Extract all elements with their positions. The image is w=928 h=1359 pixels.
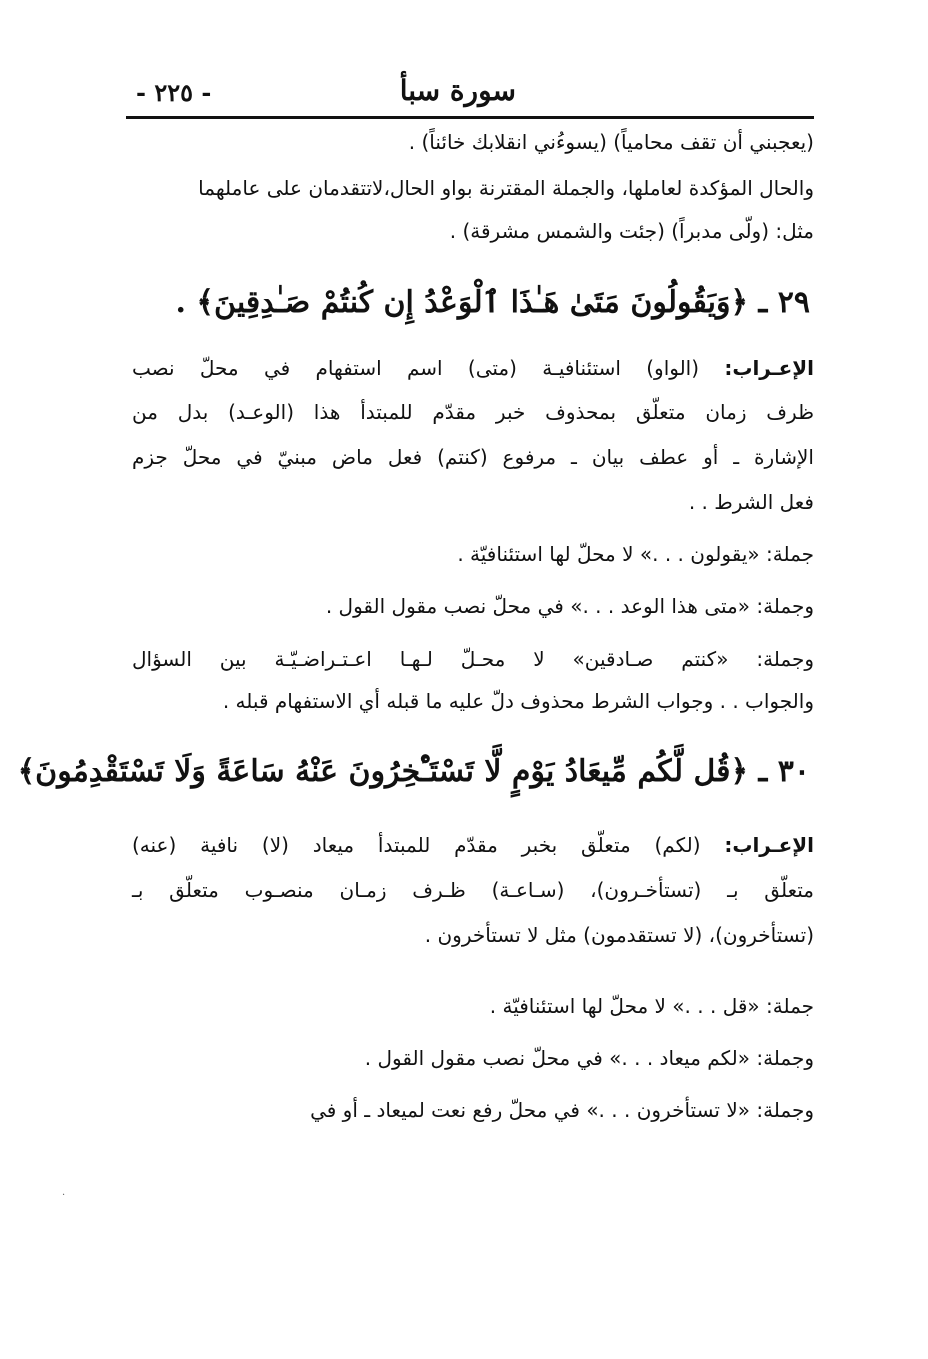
- scan-speck: ·: [62, 1190, 66, 1201]
- irab-29-line-3: الإشارة ـ أو عطف بيان ـ مرفوع (كنتم) فعل ماض مبنيّ في محلّ جزم: [132, 445, 814, 469]
- irab-label: الإعـراب:: [724, 356, 814, 380]
- irab-29-line-1: [132, 358, 814, 378]
- irab-29-line-1-text: (الواو) استئنافيـة (متى) اسم استفهام في محلّ نصب: [132, 356, 725, 380]
- irab-label: الإعـراب:: [724, 833, 814, 857]
- sentence-29-1: جملة: «يقولون . . .» لا محلّ لها استئنافيّة .: [457, 542, 814, 566]
- irab-29-line-4: فعل الشرط . .: [688, 490, 814, 514]
- sentence-29-3-line-1: وجملة: «كنتم صـادقين» لا محـلّ لـهـا اعـتـراضـيّـة بين السؤال: [132, 647, 814, 671]
- surah-title: سورة سبأ: [399, 74, 516, 107]
- intro-line-2: والحال المؤكدة لعاملها، والجملة المقترنة بواو الحال،لاتتقدمان على عاملهما: [198, 176, 814, 200]
- verse-29: ٢٩ ـ ﴿وَيَقُولُونَ مَتَىٰ هَـٰذَا ٱلْوَعْدُ إِن كُنتُمْ صَـٰدِقِينَ﴾ .: [175, 285, 810, 320]
- sentence-30-1: جملة: «قل . . .» لا محلّ لها استئنافيّة .: [489, 994, 814, 1018]
- sentence-29-3-line-2: والجواب . . وجواب الشرط محذوف دلّ عليه ما قبله أي الاستفهام قبله .: [222, 689, 814, 713]
- irab-30-line-1-text: (لكم) متعلّق بخبر مقدّم للمبتدأ ميعاد (لا) نافية (عنه): [132, 833, 725, 857]
- irab-30-line-3: (تستأخرون)، (لا تستقدمون) مثل لا تستأخرون .: [424, 923, 814, 947]
- header-rule: [126, 116, 814, 119]
- page-number: - ٢٢٥ -: [136, 78, 212, 107]
- sentence-29-2: وجملة: «متى هذا الوعد . . .» في محلّ نصب مقول القول .: [325, 594, 814, 618]
- sentence-30-2: وجملة: «لكم ميعاد . . .» في محلّ نصب مقول القول .: [364, 1046, 814, 1070]
- irab-30-line-2: متعلّق بـ (تستأخـرون)، (سـاعـة) ظـرف زمـان منصـوب متعلّق بـ: [132, 878, 814, 902]
- intro-line-3: مثل: (ولّى مدبراً) (جئت والشمس مشرقة) .: [449, 219, 814, 243]
- page-header: [126, 72, 814, 112]
- irab-30-line-1: [132, 835, 814, 855]
- intro-line-1: (يعجبني أن تقف محامياً) (يسوءُني انقلابك خائناً) .: [408, 130, 814, 154]
- verse-30: ٣٠ ـ ﴿قُل لَّكُم مِّيعَادُ يَوْمٍ لَّا تَسْتَـْٔخِرُونَ عَنْهُ سَاعَةً وَلَا تَسْتَقْدِمُونَ﴾: [17, 754, 810, 789]
- irab-29-line-2: ظرف زمان متعلّق بمحذوف خبر مقدّم للمبتدأ هذا (الوعـد) بدل من: [132, 400, 814, 424]
- sentence-30-3: وجملة: «لا تستأخرون . . .» في محلّ رفع نعت لميعاد ـ أو في: [310, 1098, 814, 1122]
